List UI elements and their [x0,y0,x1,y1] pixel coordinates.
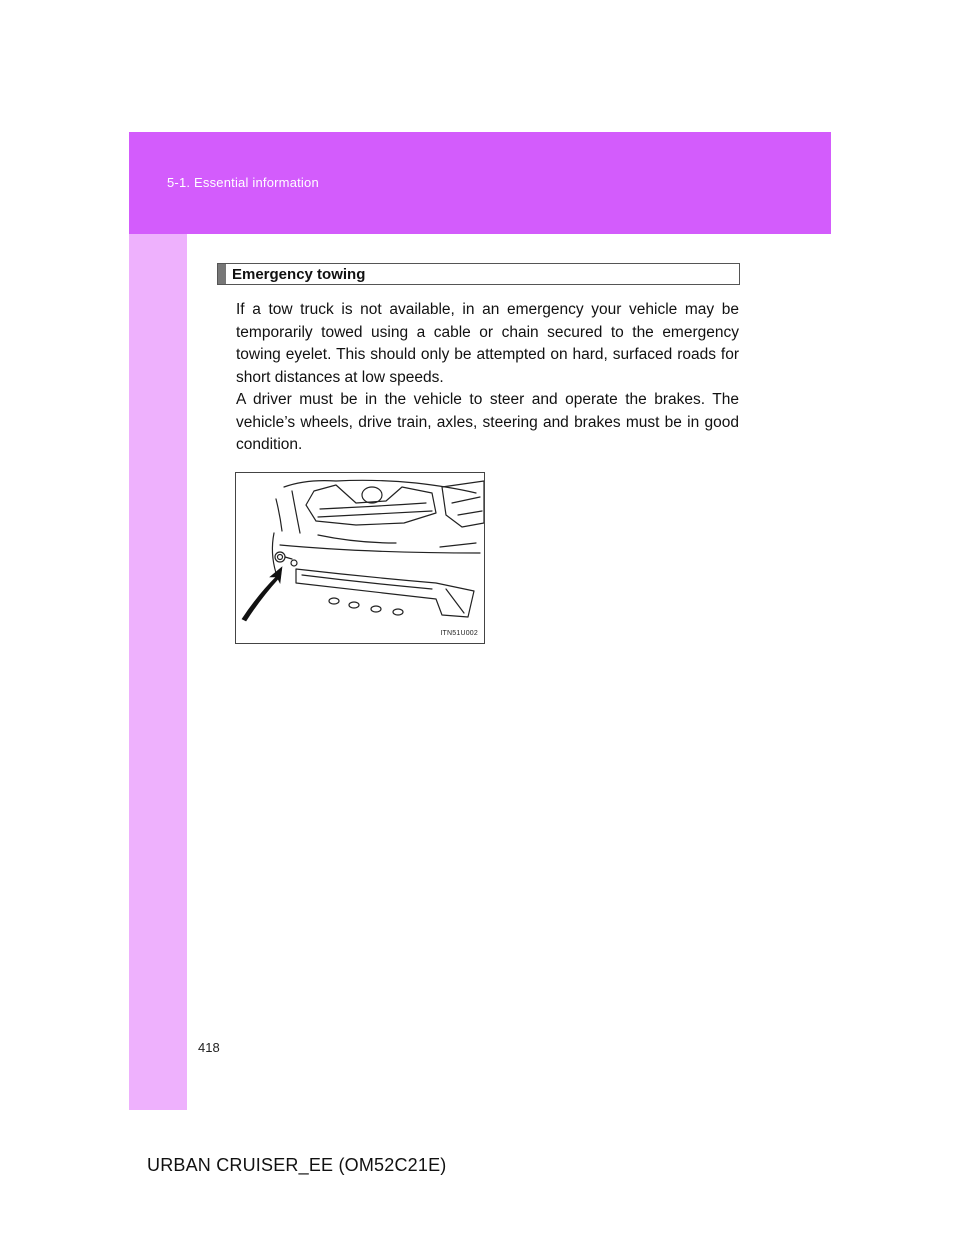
car-front-drawing [236,473,485,644]
side-band [129,234,187,1110]
section-heading [217,263,740,285]
heading-marker [218,264,226,284]
footer-model: URBAN CRUISER_EE (OM52C21E) [147,1155,447,1175]
towing-eyelet-illustration [235,472,485,644]
paragraph-1: If a tow truck is not available, in an emergency your vehicle may be temporarily towed using a cable or chain secured to the emergency towing eyelet. This should only be attempted on hard, surfaced roads for short distances at low speeds. [236,301,739,386]
page-number: 418 [198,1040,220,1055]
section-title: 5-1. Essential information [167,175,319,190]
body-text [236,299,739,457]
figure-code: ITN51U002 [440,630,478,637]
paragraph-2: A driver must be in the vehicle to steer and operate the brakes. The vehicle’s wheels, drive train, axles, steering and brakes must be in good condition. [236,391,739,453]
heading-text: Emergency towing [232,266,366,283]
